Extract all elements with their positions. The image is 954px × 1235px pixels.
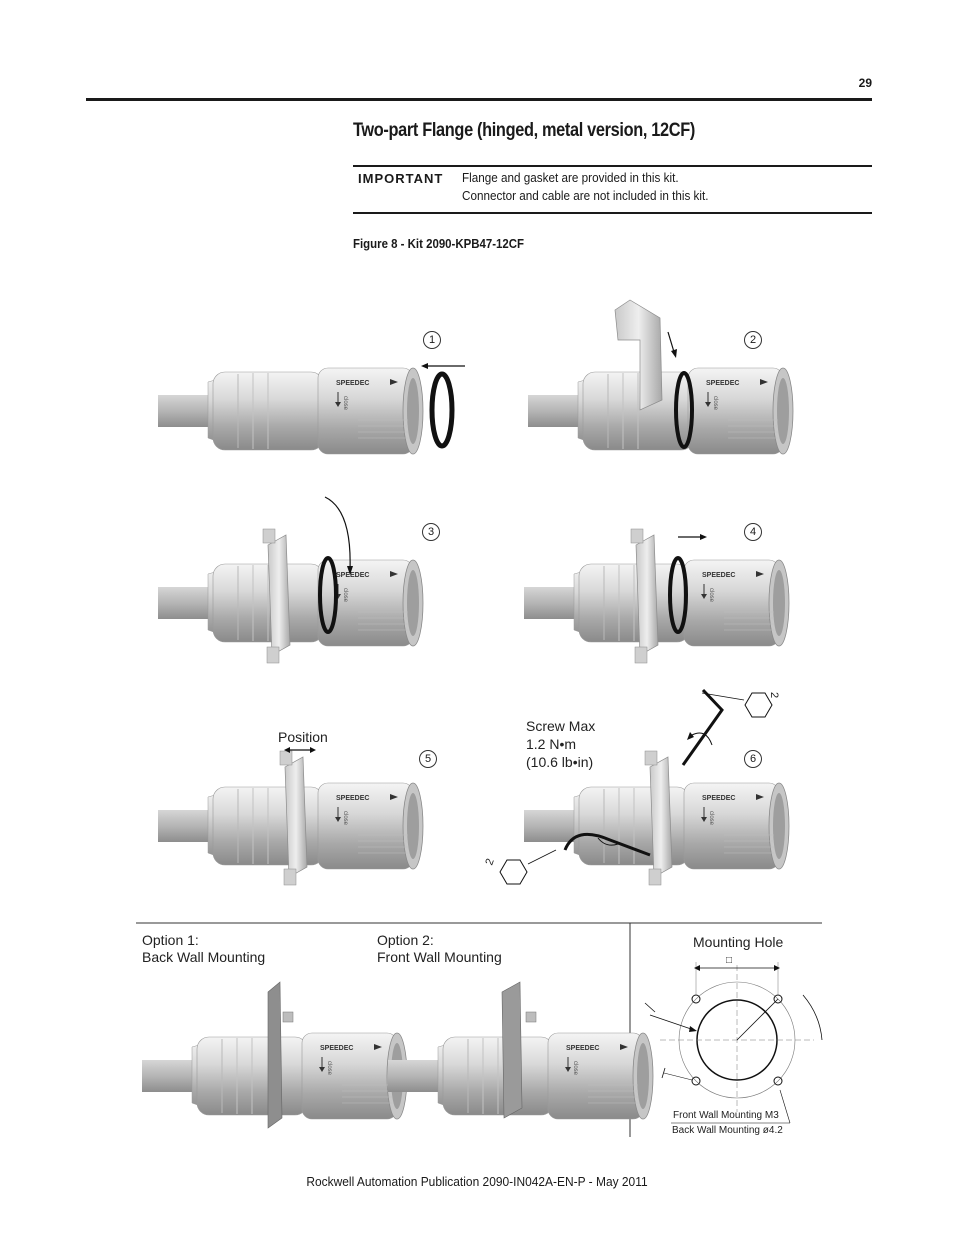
screw-torque-line-1: Screw Max xyxy=(526,718,596,734)
mounting-hole-title: Mounting Hole xyxy=(693,934,784,950)
assembly-illustration: SPEEDEC close xyxy=(0,0,954,1235)
step-3-marker: 3 xyxy=(422,523,440,541)
figure-caption: Figure 8 - Kit 2090-KPB47-12CF xyxy=(353,236,525,251)
important-label: IMPORTANT xyxy=(358,171,444,186)
step-1-marker: 1 xyxy=(423,331,441,349)
step-2-marker: 2 xyxy=(744,331,762,349)
option-2-subtitle: Front Wall Mounting xyxy=(377,949,502,965)
screw-torque-line-3: (10.6 lb•in) xyxy=(526,754,594,770)
step-4-marker: 4 xyxy=(744,523,762,541)
step-6-marker: 6 xyxy=(744,750,762,768)
hex-size-lower: 2 xyxy=(483,857,497,867)
section-title: Two-part Flange (hinged, metal version, 12CF) xyxy=(353,120,695,141)
step-5-marker: 5 xyxy=(419,750,437,768)
footer-publication: Rockwell Automation Publication 2090-IN042A-EN-P - May 2011 xyxy=(306,1174,648,1189)
option-2-title: Option 2: xyxy=(377,932,434,948)
back-wall-mounting-label: Back Wall Mounting ø4.2 xyxy=(672,1125,783,1136)
important-line-1: Flange and gasket are provided in this kit. xyxy=(462,170,679,185)
important-line-2: Connector and cable are not included in this kit. xyxy=(462,188,709,203)
square-dimension-symbol: □ xyxy=(726,955,733,966)
option-1-subtitle: Back Wall Mounting xyxy=(142,949,266,965)
hex-size-upper: 2 xyxy=(768,691,781,699)
page-number: 29 xyxy=(858,76,872,90)
position-label: Position xyxy=(278,729,328,745)
option-1-title: Option 1: xyxy=(142,932,199,948)
front-wall-mounting-label: Front Wall Mounting M3 xyxy=(673,1110,779,1121)
screw-torque-line-2: 1.2 N•m xyxy=(526,736,577,752)
